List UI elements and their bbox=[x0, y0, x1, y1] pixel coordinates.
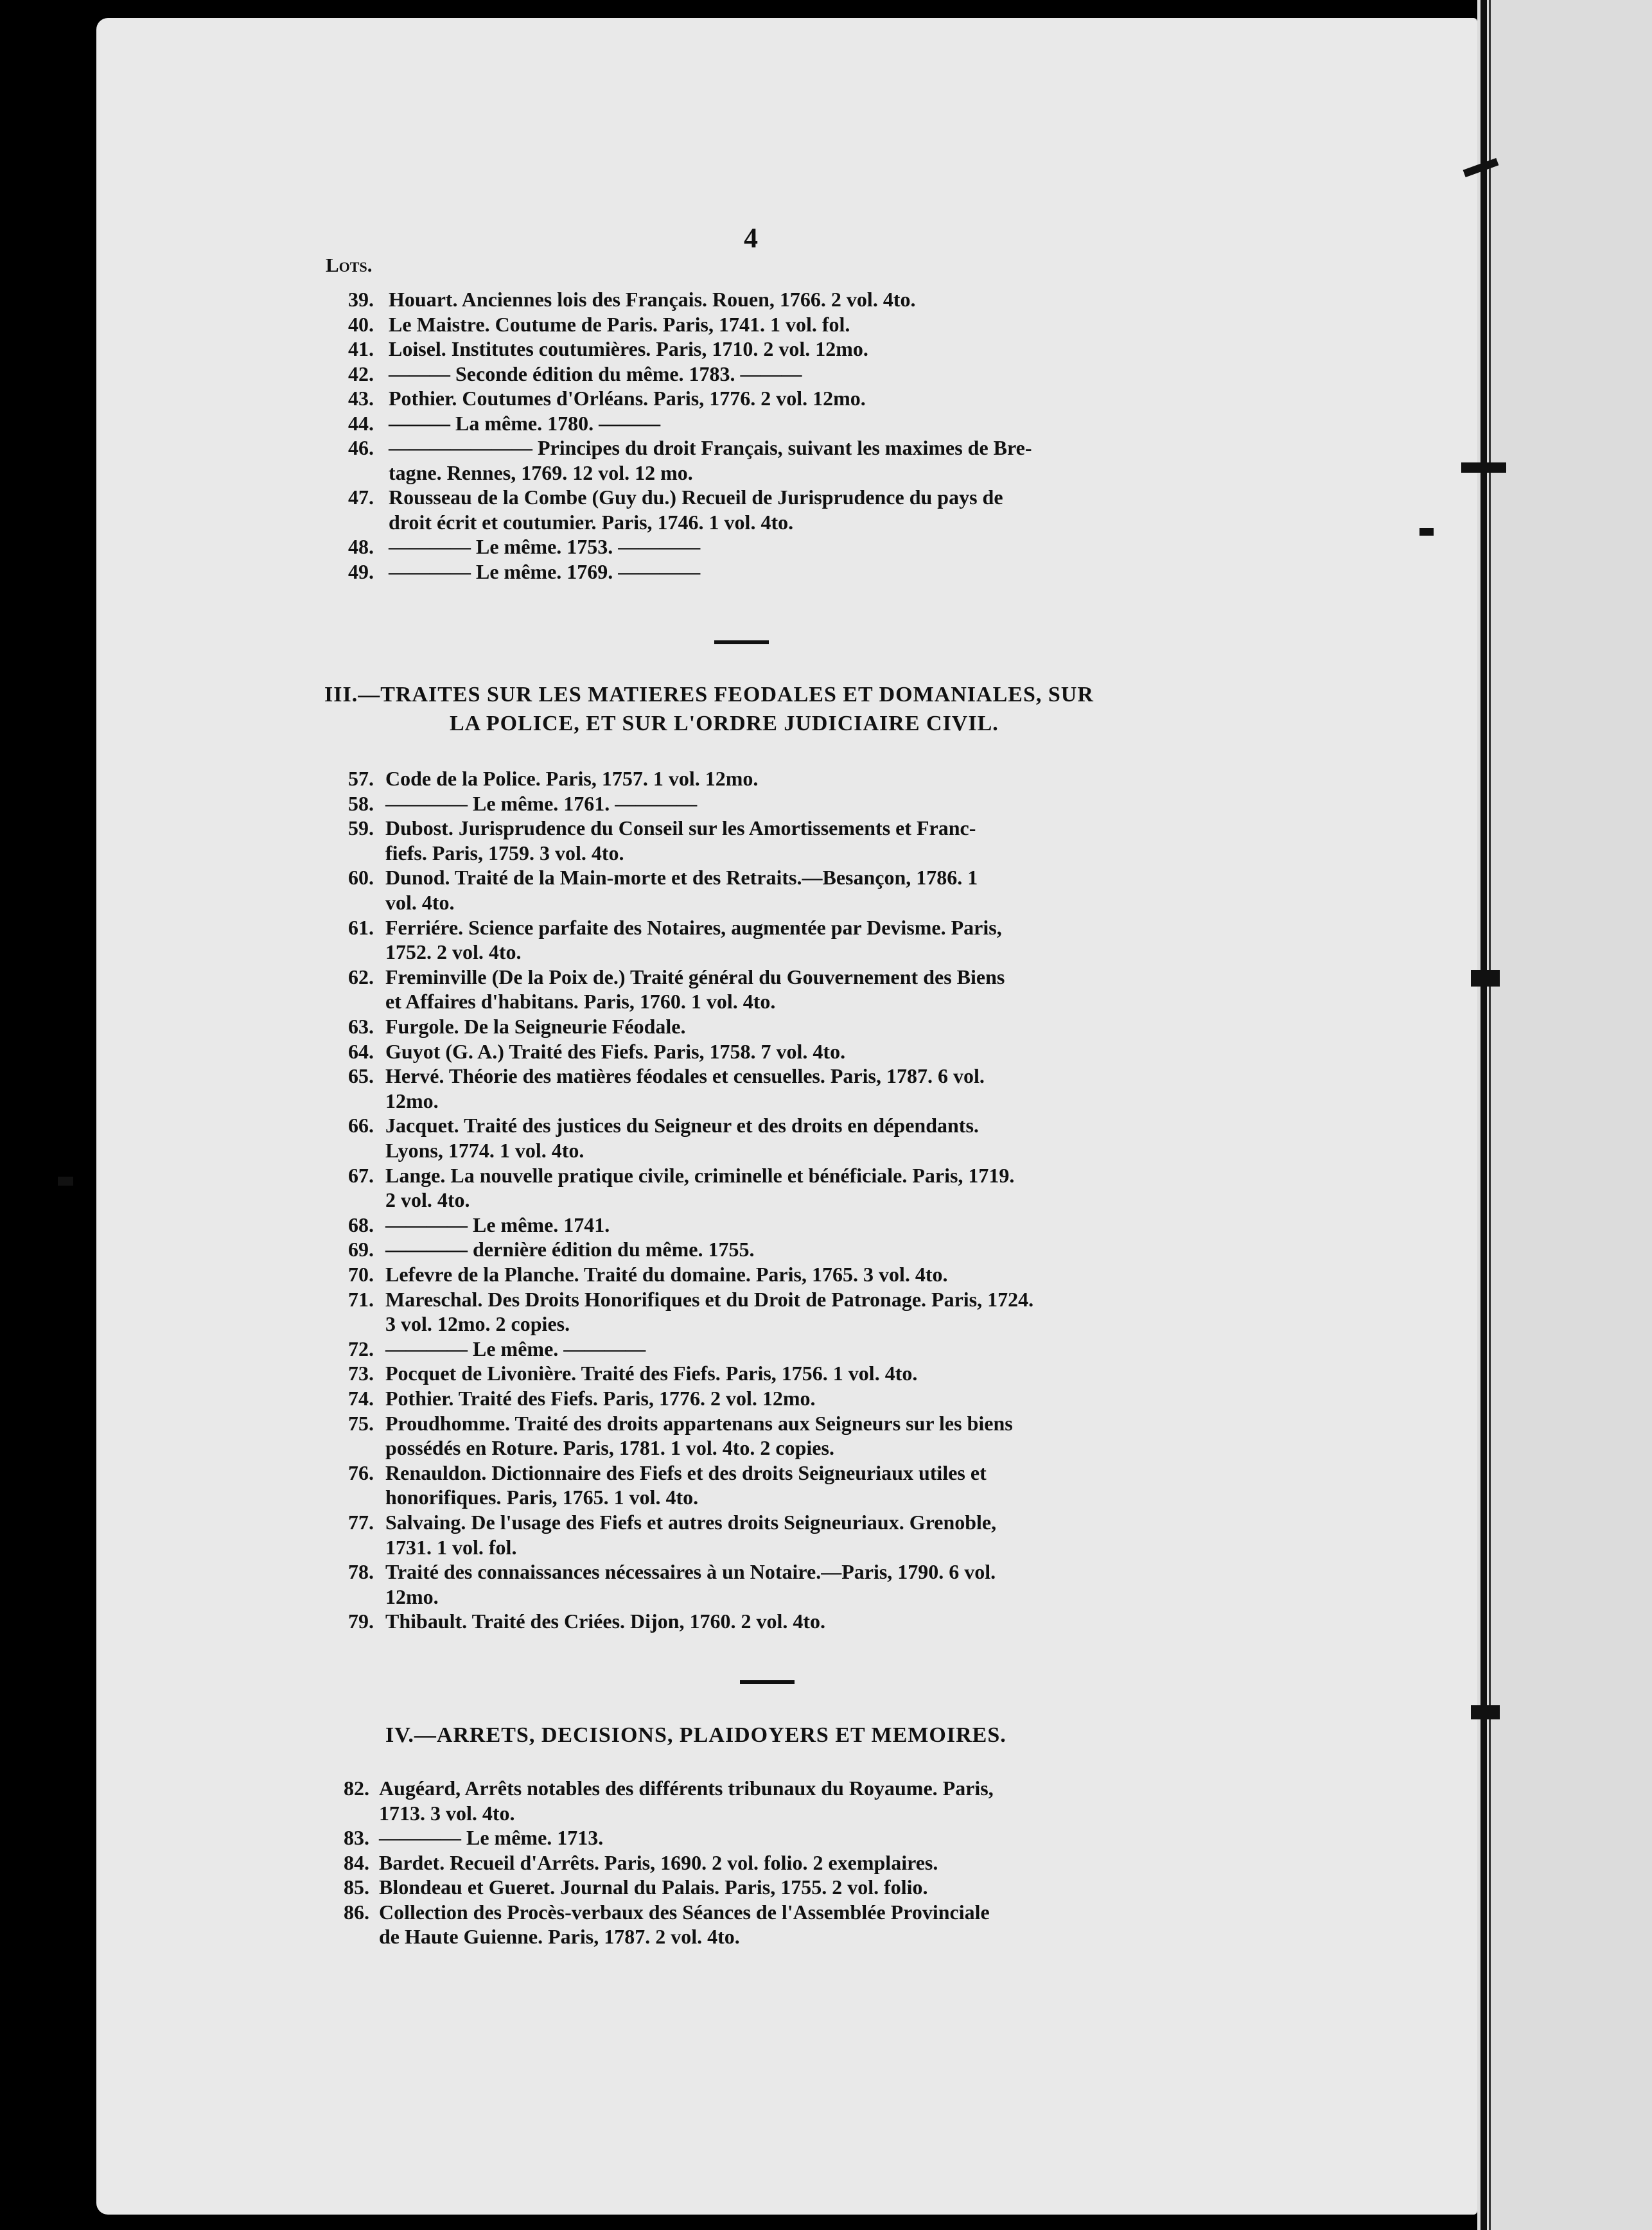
lot-description: Traité des connaissances nécessaires à un Notaire.—Paris, 1790. 6 vol. bbox=[385, 1560, 996, 1584]
lot-description: de Haute Guienne. Paris, 1787. 2 vol. 4to. bbox=[379, 1925, 740, 1948]
lot-number: 39. bbox=[348, 288, 374, 311]
lot-description: 12mo. bbox=[385, 1089, 439, 1112]
lot-description: Pothier. Traité des Fiefs. Paris, 1776. 2 vol. 12mo. bbox=[385, 1387, 816, 1410]
lot-description: Furgole. De la Seigneurie Féodale. bbox=[385, 1015, 686, 1038]
lot-number: 70. bbox=[348, 1263, 374, 1286]
lot-number: 60. bbox=[348, 866, 374, 890]
lot-description: Lefevre de la Planche. Traité du domaine. Paris, 1765. 3 vol. 4to. bbox=[385, 1263, 948, 1286]
lot-number: 46. bbox=[348, 436, 374, 459]
page-number: 4 bbox=[744, 222, 758, 254]
lot-description: ——— Seconde édition du même. 1783. ——— bbox=[389, 362, 802, 385]
lot-description: Mareschal. Des Droits Honorifiques et du Droit de Patronage. Paris, 1724. bbox=[385, 1287, 1034, 1311]
lot-description: 1713. 3 vol. 4to. bbox=[379, 1801, 515, 1825]
lot-description: ———— Le même. 1769. ———— bbox=[389, 559, 701, 583]
section-iv-title: IV.—ARRETS, DECISIONS, PLAIDOYERS ET MEMOIRES. bbox=[385, 1723, 1006, 1747]
lot-description: Bardet. Recueil d'Arrêts. Paris, 1690. 2 vol. folio. 2 exemplaires. bbox=[379, 1850, 938, 1874]
lot-description: Freminville (De la Poix de.) Traité général du Gouvernement des Biens bbox=[385, 965, 1005, 988]
lot-description: ———— Le même. 1761. ———— bbox=[385, 791, 698, 815]
lot-number: 86. bbox=[344, 1900, 369, 1924]
lot-number: 78. bbox=[348, 1560, 374, 1584]
lot-number: 83. bbox=[344, 1826, 369, 1849]
lot-number: 79. bbox=[348, 1610, 374, 1633]
lot-number: 41. bbox=[348, 337, 374, 360]
lot-description: 3 vol. 12mo. 2 copies. bbox=[385, 1312, 570, 1336]
lot-description: tagne. Rennes, 1769. 12 vol. 12 mo. bbox=[389, 461, 693, 484]
lot-description: 1731. 1 vol. fol. bbox=[385, 1535, 517, 1559]
lot-number: 43. bbox=[348, 387, 374, 410]
lot-description: droit écrit et coutumier. Paris, 1746. 1 vol. 4to. bbox=[389, 510, 794, 534]
lot-number: 57. bbox=[348, 767, 374, 790]
section-divider bbox=[740, 1680, 795, 1684]
lot-number: 85. bbox=[344, 1875, 369, 1899]
lot-description: Le Maistre. Coutume de Paris. Paris, 1741. 1 vol. fol. bbox=[389, 312, 850, 336]
section-iii-title-line1: III.—TRAITES SUR LES MATIERES FEODALES ET DOMANIALES, SUR bbox=[324, 683, 1094, 707]
lot-description: Code de la Police. Paris, 1757. 1 vol. 12mo. bbox=[385, 767, 759, 790]
lot-description: Loisel. Institutes coutumières. Paris, 1710. 2 vol. 12mo. bbox=[389, 337, 868, 360]
lot-number: 75. bbox=[348, 1411, 374, 1435]
lot-description: ——— La même. 1780. ——— bbox=[389, 411, 661, 435]
lot-number: 49. bbox=[348, 559, 374, 583]
lot-description: fiefs. Paris, 1759. 3 vol. 4to. bbox=[385, 841, 624, 865]
lot-description: Lange. La nouvelle pratique civile, criminelle et bénéficiale. Paris, 1719. bbox=[385, 1163, 1015, 1187]
lot-description: Proudhomme. Traité des droits appartenans aux Seigneurs sur les biens bbox=[385, 1411, 1013, 1435]
lot-description: 2 vol. 4to. bbox=[385, 1188, 470, 1212]
lot-description: ———— Le même. 1753. ———— bbox=[389, 535, 701, 558]
lot-description: Thibault. Traité des Criées. Dijon, 1760. 2 vol. 4to. bbox=[385, 1610, 826, 1633]
lot-description: ———— Le même. 1741. bbox=[385, 1213, 610, 1236]
lot-description: vol. 4to. bbox=[385, 890, 455, 914]
lot-number: 63. bbox=[348, 1015, 374, 1038]
lot-description: possédés en Roture. Paris, 1781. 1 vol. 4to. 2 copies. bbox=[385, 1436, 834, 1460]
lot-number: 48. bbox=[348, 535, 374, 558]
section-divider bbox=[714, 640, 769, 644]
lot-number: 82. bbox=[344, 1777, 369, 1800]
lot-number: 76. bbox=[348, 1461, 374, 1484]
lot-number: 44. bbox=[348, 411, 374, 435]
lot-number: 66. bbox=[348, 1114, 374, 1137]
lot-description: Salvaing. De l'usage des Fiefs et autres droits Seigneuriaux. Grenoble, bbox=[385, 1511, 997, 1534]
lot-description: Guyot (G. A.) Traité des Fiefs. Paris, 1758. 7 vol. 4to. bbox=[385, 1039, 846, 1063]
lot-description: Pocquet de Livonière. Traité des Fiefs. Paris, 1756. 1 vol. 4to. bbox=[385, 1362, 918, 1385]
lot-description: Dubost. Jurisprudence du Conseil sur les Amortissements et Franc- bbox=[385, 816, 976, 840]
lot-number: 77. bbox=[348, 1511, 374, 1534]
lot-number: 64. bbox=[348, 1039, 374, 1063]
lot-description: Blondeau et Gueret. Journal du Palais. Paris, 1755. 2 vol. folio. bbox=[379, 1875, 928, 1899]
lot-number: 47. bbox=[348, 486, 374, 509]
lot-description: Houart. Anciennes lois des Français. Rouen, 1766. 2 vol. 4to. bbox=[389, 288, 916, 311]
lot-description: ———— Le même. 1713. bbox=[379, 1826, 604, 1849]
lot-description: ——————— Principes du droit Français, suivant les maximes de Bre- bbox=[389, 436, 1032, 459]
lot-description: et Affaires d'habitans. Paris, 1760. 1 vol. 4to. bbox=[385, 990, 776, 1014]
lot-number: 65. bbox=[348, 1064, 374, 1088]
lot-description: Collection des Procès-verbaux des Séances de l'Assemblée Provinciale bbox=[379, 1900, 990, 1924]
lot-description: Rousseau de la Combe (Guy du.) Recueil de Jurisprudence du pays de bbox=[389, 486, 1003, 509]
lot-description: honorifiques. Paris, 1765. 1 vol. 4to. bbox=[385, 1486, 699, 1509]
lot-description: Hervé. Théorie des matières féodales et censuelles. Paris, 1787. 6 vol. bbox=[385, 1064, 985, 1088]
lot-number: 68. bbox=[348, 1213, 374, 1236]
lot-description: Jacquet. Traité des justices du Seigneur et des droits en dépendants. bbox=[385, 1114, 979, 1137]
lot-number: 84. bbox=[344, 1850, 369, 1874]
lot-number: 61. bbox=[348, 915, 374, 939]
lot-number: 74. bbox=[348, 1387, 374, 1410]
lot-description: Dunod. Traité de la Main-morte et des Retraits.—Besançon, 1786. 1 bbox=[385, 866, 978, 890]
lot-number: 62. bbox=[348, 965, 374, 988]
section-iii-title-line2: LA POLICE, ET SUR L'ORDRE JUDICIAIRE CIVIL. bbox=[450, 712, 999, 735]
lots-heading: Lots. bbox=[326, 254, 373, 276]
lot-description: Renauldon. Dictionnaire des Fiefs et des droits Seigneuriaux utiles et bbox=[385, 1461, 987, 1484]
lot-number: 73. bbox=[348, 1362, 374, 1385]
lot-description: ———— dernière édition du même. 1755. bbox=[385, 1238, 755, 1261]
lot-description: 1752. 2 vol. 4to. bbox=[385, 940, 522, 964]
lot-number: 67. bbox=[348, 1163, 374, 1187]
lot-description: ———— Le même. ———— bbox=[385, 1337, 646, 1360]
lot-description: Lyons, 1774. 1 vol. 4to. bbox=[385, 1138, 584, 1162]
lot-description: Augéard, Arrêts notables des différents tribunaux du Royaume. Paris, bbox=[379, 1777, 994, 1800]
lot-number: 42. bbox=[348, 362, 374, 385]
lot-number: 58. bbox=[348, 791, 374, 815]
lot-number: 59. bbox=[348, 816, 374, 840]
lot-description: 12mo. bbox=[385, 1585, 439, 1608]
lot-number: 71. bbox=[348, 1287, 374, 1311]
lot-number: 40. bbox=[348, 312, 374, 336]
lot-description: Pothier. Coutumes d'Orléans. Paris, 1776. 2 vol. 12mo. bbox=[389, 387, 866, 410]
lot-description: Ferriére. Science parfaite des Notaires, augmentée par Devisme. Paris, bbox=[385, 915, 1002, 939]
lot-number: 69. bbox=[348, 1238, 374, 1261]
lot-number: 72. bbox=[348, 1337, 374, 1360]
